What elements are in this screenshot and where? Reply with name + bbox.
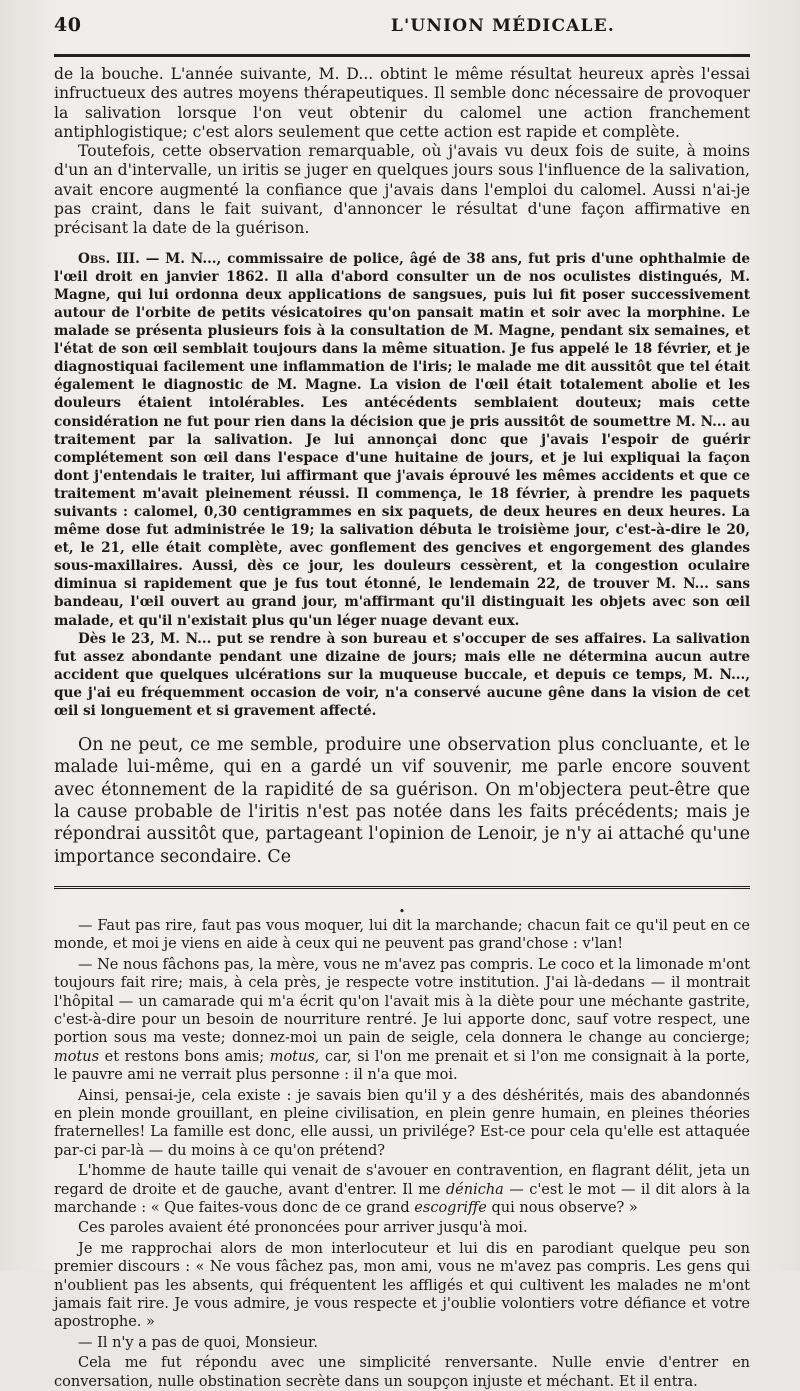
observation-text-1: — M. N..., commissaire de police, âgé de 38 ans, fut pris d'une ophthalmie de l'œil droit en janvier 1862. Il alla d'abord consulter un de nos oculistes distingués, M. Magne, qui lui ordonna deux applications de sangsues, puis lui fit poser successivement autour de l'orbite de petits vésicatoires qu'on pansait matin et soir avec la morphine. Le malade se présenta plusieurs fois à la consultation de M. Magne, pendant six semaines, et l'état de son œil semblait toujours dans la même situation. Je fus appelé le 18 février, et je diagnostiquai facilement une inflammation de l'iris; le malade me dit aussitôt que tel était également le diagnostic de M. Magne. La vision de l'œil était totalement abolie et les douleurs étaient intolérables. Les antécédents semblaient douteux; mais cette considération ne fut pour rien dans la décision que je pris aussitôt de soumettre M. N... au traitement par la salivation. Je lui annonçai donc que j'avais l'espoir de guérir complétement son œil dans l'espace d'une huitaine de jours, et je lui expliquai la façon dont j'entendais le traiter, lui affirmant que j'avais éprouvé les mêmes accidents et que ce traitement m'avait pleinement réussi. Il commença, le 18 février, à prendre les paquets suivants : calomel, 0,30 centigrammes en six paquets, de deux heures en deux heures. La même dose fut administrée le 19; la salivation débuta le troisième jour, c'est-à-dire le 20, et, le 21, elle était complète, avec gonflement des gencives et engorgement des glandes sous-maxillaires. Aussi, dès ce jour, les douleurs cessèrent, et la congestion oculaire diminua si rapidement que je fus tout étonné, le lendemain 22, de trouver M. N... sans bandeau, l'œil ouvert au grand jour, m'affirmant qu'il distinguait les objets avec son œil malade, et qu'il n'existait plus qu'un léger nuage devant eux.: [54, 250, 750, 629]
feuilleton-paragraph-6: Je me rapprochai alors de mon interlocuteur et lui dis en parodiant quelque peu son premier discours : « Ne vous fâchez pas, mon ami, vous ne m'avez pas compris. Les gens qui n'oublient pas les absents, qui fréquentent les affligés et qui cultivent les malades ne m'ont jamais fait rire. Je vous admire, je vous respecte et j'oublie volontiers votre défiance et votre apostrophe. »: [54, 1240, 750, 1331]
page-number: 40: [54, 14, 82, 36]
main-text: [54, 65, 750, 239]
feuilleton-p4-a: L'homme de haute taille qui venait de s'avouer en contravention, en flagrant délit, jeta un regard de droite et de gauche, avant d'entrer. Il me: [54, 1163, 750, 1198]
running-title: L'UNION MÉDICALE.: [390, 16, 615, 36]
main-paragraph-2: Toutefois, cette observation remarquable, où j'avais vu deux fois de suite, à moins d'un an d'intervalle, un iritis se juger en quelques jours sous l'influence de la salivation, avait encore augmenté la confiance que j'avais dans l'emploi du calomel. Aussi n'ai-je pas craint, dans le fait suivant, d'annoncer le résultat d'une façon affirmative en précisant la date de la guérison.: [54, 142, 750, 238]
main-paragraph-1: de la bouche. L'année suivante, M. D... obtint le même résultat heureux après l'essai infructueux des autres moyens thérapeutiques. Il semble donc nécessaire de provoquer la salivation lorsque l'on veut obtenir du calomel une action franchement antiphlogistique; c'est alors seulement que cette action est rapide et complète.: [54, 65, 750, 141]
feuilleton-paragraph-1: — Faut pas rire, faut pas vous moquer, lui dit la marchande; chacun fait ce qu'il peut en ce monde, et moi je viens en aide à ceux qui ne peuvent pas grand'chose : v'lan!: [54, 917, 750, 953]
observation-block: [54, 250, 750, 720]
feuilleton-p4-c: qui nous observe? »: [486, 1199, 638, 1216]
page-header: [54, 14, 750, 50]
header-rule: [54, 54, 750, 57]
feuilleton-denicha: dénicha: [445, 1181, 504, 1198]
feuilleton-paragraph-8: Cela me fut répondu avec une simplicité renversante. Nulle envie d'entrer en conversation, nulle obstination secrète dans un soupçon injuste et méchant. Et il entra.: [54, 1355, 750, 1390]
feuilleton-paragraph-3: Ainsi, pensai-je, cela existe : je savais bien qu'il y a des déshérités, mais des abandonnés en plein monde grouillant, en pleine civilisation, en plein genre humain, en pleines théories fraternelles! La famille est donc, elle aussi, un privilége? Est-ce pour cela qu'elle est attaquée par-ci par-là — du moins à ce qu'on prétend?: [54, 1087, 750, 1159]
observation-label: Obs. III.: [78, 250, 140, 267]
feuilleton-text: [54, 917, 750, 1391]
conclusion-paragraph: On ne peut, ce me semble, produire une observation plus concluante, et le malade lui-même, qui en a gardé un vif souvenir, me parle encore souvent avec étonnement de la rapidité de sa guérison. On m'objectera peut-être que la cause probable de l'iritis n'est pas notée dans les faits précédents; mais je répondrai aussitôt que, partageant l'opinion de Lenoir, je n'y ai attaché qu'une importance secondaire. Ce: [54, 735, 750, 867]
feuilleton-motus-2: motus: [269, 1048, 315, 1065]
feuilleton-paragraph-4: [54, 1162, 750, 1217]
feuilleton-motus-1: motus: [54, 1048, 100, 1065]
feuilleton-paragraph-7: — Il n'y a pas de quoi, Monsieur.: [78, 1334, 318, 1351]
observation-paragraph-1: [54, 250, 750, 630]
feuilleton-paragraph-5: Ces paroles avaient été prononcées pour arriver jusqu'à moi.: [78, 1220, 528, 1237]
feuilleton-p2-a: — Ne nous fâchons pas, la mère, vous ne m'avez pas compris. Le coco et la limonade m'ont toujours fait rire; mais, à cela près, je respecte votre institution. J'ai là-dedans — il montrait l'hôpital — un camarade qui m'a écrit qu'on l'avait mis à la diète pour une méchante gastrite, c'est-à-dire pour un besoin de nourriture rentré. Je lui apporte donc, sauf votre respect, une portion sous ma veste; donnez-moi un pain de seigle, cela donnera le change au concierge;: [54, 956, 750, 1047]
feuilleton-paragraph-2: [54, 956, 750, 1085]
observation-paragraph-2: Dès le 23, M. N... put se rendre à son bureau et s'occuper de ses affaires. La salivation fut assez abondante pendant une dizaine de jours; mais elle ne détermina aucun autre accident que quelques ulcérations sur la muqueuse buccale, et depuis ce temps, M. N..., que j'ai eu fréquemment occasion de voir, n'a conservé aucune gêne dans la vision de cet œil si longuement et si gravement affecté.: [54, 630, 750, 720]
feuilleton-p4-b: — c'est le mot — il dit alors à la marchande : « Que faites-vous donc de ce grand: [54, 1181, 750, 1216]
feuilleton-p2-b: et restons bons amis;: [99, 1048, 270, 1065]
feuilleton-p2-c: , car, si l'on me prenait et si l'on me consignait à la porte, le pauvre ami ne verrait plus personne : il n'a que moi.: [54, 1048, 750, 1084]
separator-star: •: [398, 904, 406, 918]
feuilleton-separator: [54, 886, 750, 892]
conclusion-block: [54, 734, 750, 868]
feuilleton-escogriffe: escogriffe: [414, 1199, 487, 1216]
